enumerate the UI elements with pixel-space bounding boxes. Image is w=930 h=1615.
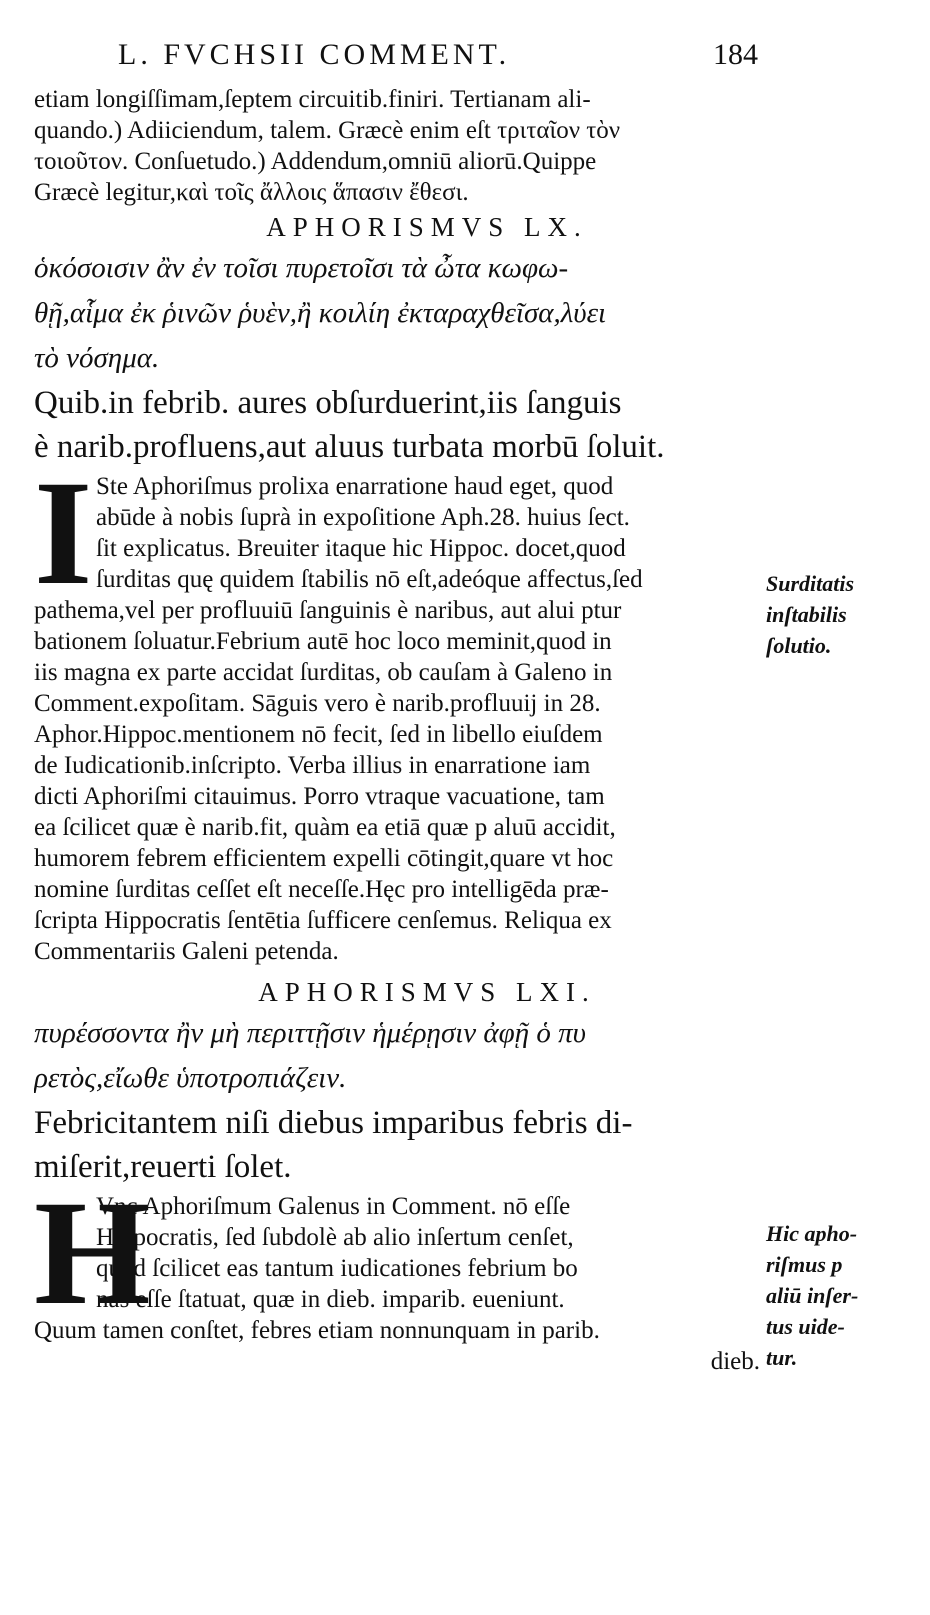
greek-line: τὸ νόσημα. (34, 342, 160, 374)
text-line: iis magna ex parte accidat ſurditas, ob cauſam à Galeno in (34, 659, 613, 686)
text-line: etiam longiſſimam,ſeptem circuitib.finiri. Tertianam ali- (34, 86, 591, 113)
margin-note-line: Surditatis (766, 571, 855, 596)
margin-note-line: riſmus p (766, 1252, 843, 1277)
text-line: Quum tamen conſtet, febres etiam nonnunquam in parib. (34, 1317, 600, 1344)
text-line: abūde à nobis ſuprà in expoſitione Aph.28. huius ſect. (96, 504, 630, 531)
latin-line: Febricitantem niſi diebus imparibus febris di- (34, 1105, 633, 1141)
text-line: ea ſcilicet quæ è narib.fit, quàm ea etiā quæ p aluū accidit, (34, 814, 616, 841)
text-line: de Iudicationib.inſcripto. Verba illius in enarratione iam (34, 752, 591, 779)
text-line: ſcripta Hippocratis ſentētia ſufficere cenſemus. Reliqua ex (34, 907, 612, 934)
text-line: Commentariis Galeni petenda. (34, 938, 339, 965)
text-line: quod ſcilicet eas tantum iudicationes febrium bo (96, 1255, 578, 1282)
latin-line: miſerit,reuerti ſolet. (34, 1149, 292, 1185)
dropcap-i (34, 450, 94, 616)
aphorism-60-heading: APHORISMVS LX. (266, 212, 588, 242)
margin-note-surditas (766, 568, 854, 661)
dropcap-h (34, 1170, 151, 1336)
aphorism-61-commentary (34, 1170, 760, 1377)
aphorism-60-latin (34, 381, 760, 469)
margin-note-line: ſolutio. (766, 633, 832, 658)
text-line: Vnc Aphoriſmum Galenus in Comment. nō eſſe (96, 1193, 571, 1220)
running-title: L. FVCHSII COMMENT. (118, 38, 511, 71)
latin-line: Quib.in febrib. aures obſurduerint,iis ſanguis (34, 385, 622, 421)
text-line: humorem febrem efficientem expelli cōtingit,quare vt hoc (34, 845, 614, 872)
text-line: nas eſſe ſtatuat, quæ in dieb. imparib. eueniunt. (96, 1286, 565, 1313)
indented-lines (34, 471, 760, 595)
text-line: quando.) Adiiciendum, talem. Græcè enim eſt τριταῖον τὸν (34, 117, 621, 144)
aphorism-60-greek (34, 246, 760, 381)
text-line: bationem ſoluatur.Febrium autē hoc loco meminit,quod in (34, 628, 612, 655)
margin-note-line: tus uide- (766, 1314, 845, 1339)
main-text (34, 84, 760, 1377)
text-line: ſurditas quę quidem ſtabilis nō eſt,adeóque affectus,ſed (96, 566, 643, 593)
margin-note-line: tur. (766, 1345, 798, 1370)
aphorism-61-greek (34, 1011, 760, 1101)
text-line: pathema,vel per profluuiū ſanguinis è naribus, aut alui ptur (34, 597, 622, 624)
aphorism-60-commentary (34, 450, 760, 967)
greek-line: πυρέσσοντα ἢν μὴ περιττῇσιν ἡμέρῃσιν ἀφῇ ὁ πυ (34, 1017, 586, 1049)
margin-note-line: Hic apho- (766, 1221, 858, 1246)
text-line: dicti Aphoriſmi citauimus. Porro vtraque vacuatione, tam (34, 783, 605, 810)
text-line: Aphor.Hippoc.mentionem nō fecit, ſed in libello eiuſdem (34, 721, 603, 748)
text-line: Comment.expoſitam. Sāguis vero è narib.profluuij in 28. (34, 690, 601, 717)
dropcap-letter: I (34, 450, 93, 616)
margin-note-line: aliū inſer- (766, 1283, 859, 1308)
greek-line: θῇ,αἷμα ἐκ ῥινῶν ῥυὲν,ἢ κοιλίη ἐκταραχθεῖσα,λύει (34, 297, 607, 329)
latin-line: è narib.profluens,aut aluus turbata morbū ſoluit. (34, 429, 665, 465)
margin-note-line: inſtabilis (766, 602, 847, 627)
text-line: τοιοῦτον. Conſuetudo.) Addendum,omniū aliorū.Quippe (34, 148, 597, 175)
intro-paragraph (34, 84, 760, 208)
dropcap-letter: H (34, 1170, 151, 1336)
text-line: Hippocratis, ſed ſubdolè ab alio inſertum cenſet, (96, 1224, 574, 1251)
aphorism-61-heading: APHORISMVS LXI. (258, 977, 596, 1007)
page-number: 184 (713, 38, 758, 71)
margin-note-spurious (766, 1218, 858, 1373)
text-line: Græcè legitur,καὶ τοῖς ἄλλοις ἅπασιν ἔθεσι. (34, 179, 469, 206)
text-line: Ste Aphoriſmus prolixa enarratione haud eget, quod (96, 473, 614, 500)
text-line: nomine ſurditas ceſſet eſt neceſſe.Hęc pro intelligēda præ- (34, 876, 609, 903)
catchword: dieb. (710, 1348, 760, 1375)
greek-line: ρετὸς,εἴωθε ὑποτροπιάζειν. (34, 1062, 347, 1094)
page-header (118, 38, 758, 78)
text-line: ſit explicatus. Breuiter itaque hic Hippoc. docet,quod (96, 535, 626, 562)
greek-line: ὁκόσοισιν ἂν ἐν τοῖσι πυρετοῖσι τὰ ὦτα κωφω- (34, 252, 569, 284)
